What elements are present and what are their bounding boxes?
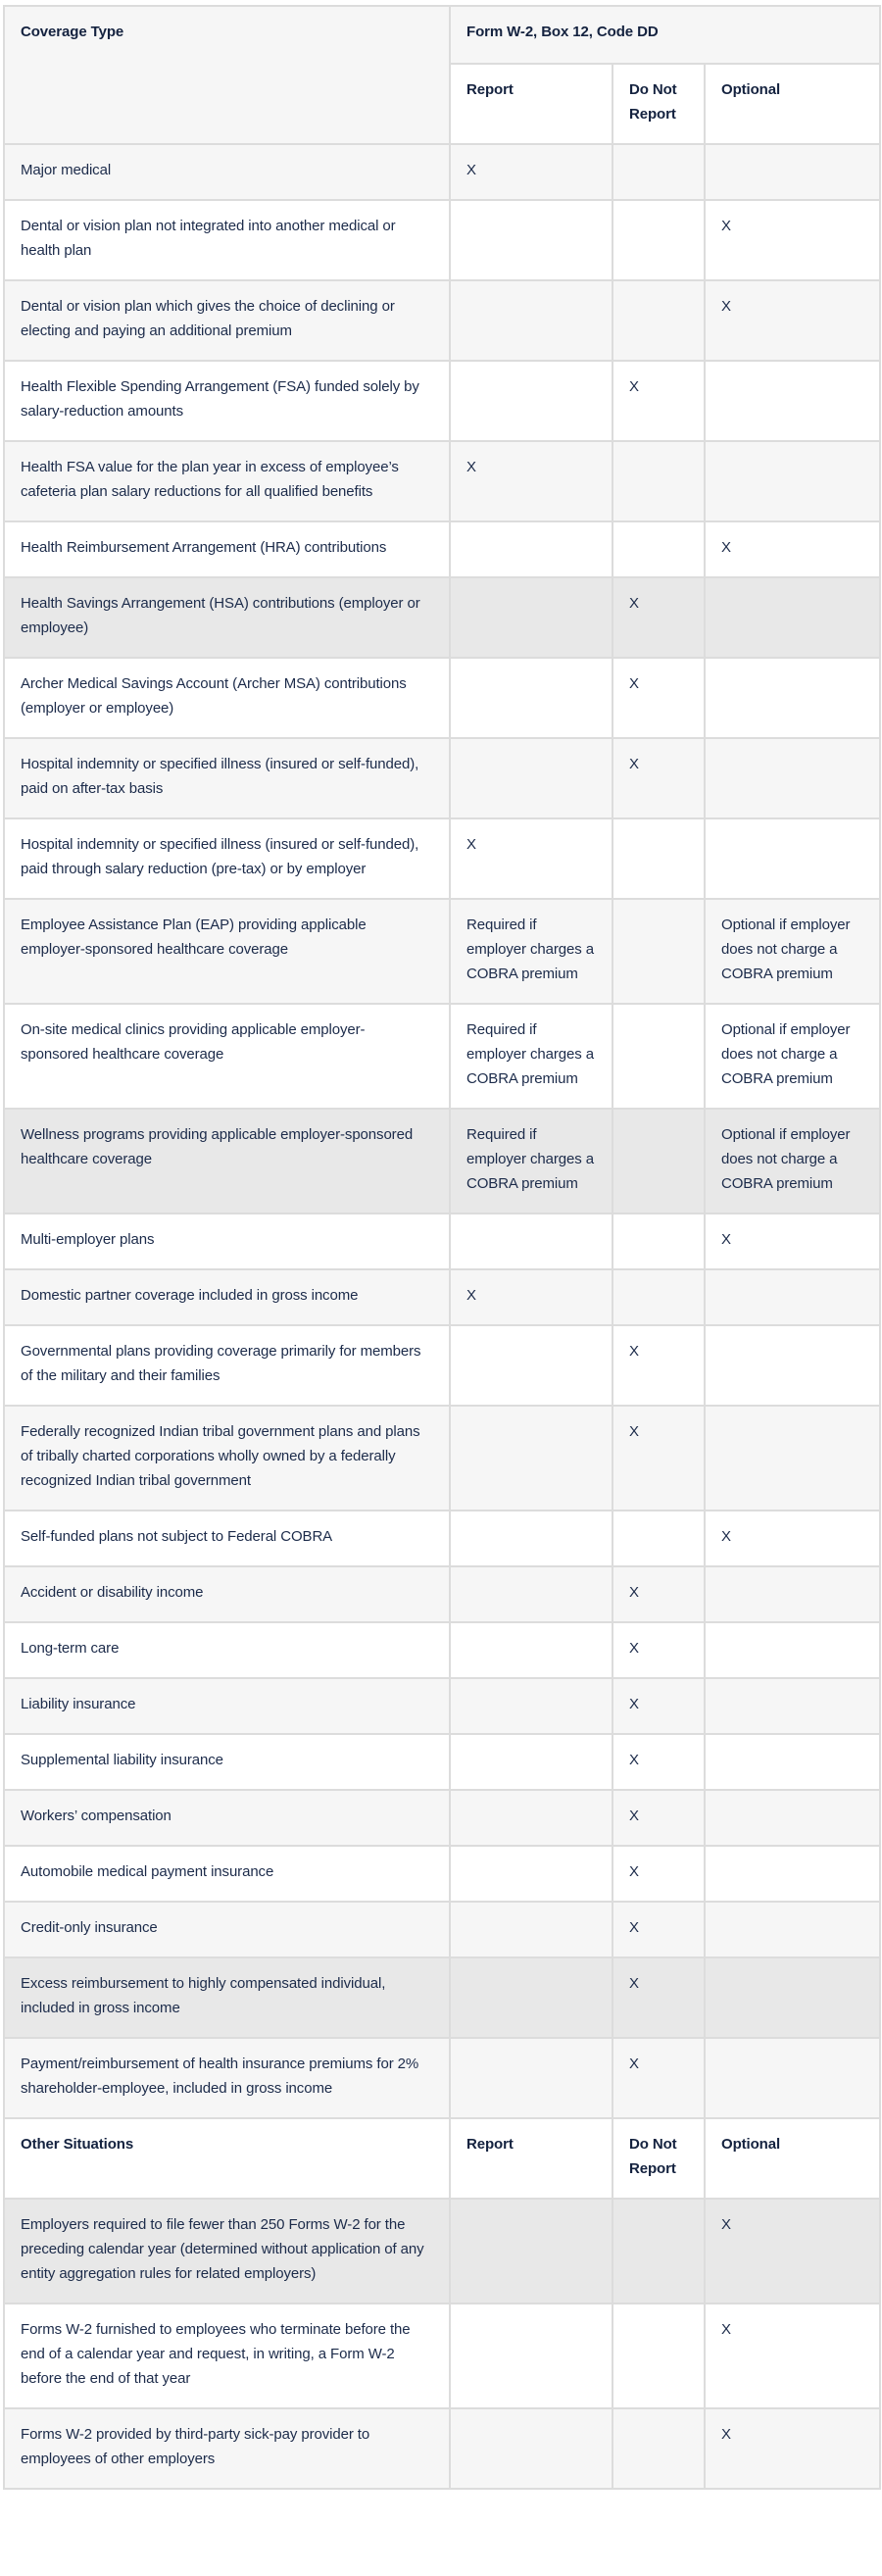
report-cell [450,1214,612,1269]
table-row [4,144,880,200]
optional-cell: Optional if employer does not charge a COBRA premium [705,899,880,1004]
report-cell [450,200,612,280]
other-situations-header-row [4,2118,880,2199]
optional-cell: X [705,521,880,577]
coverage-type-cell: Employers required to file fewer than 250 Forms W-2 for the preceding calendar year (determined without application of any entity aggregation rules for related employers) [4,2199,450,2304]
coverage-type-cell: Governmental plans providing coverage primarily for members of the military and their families [4,1325,450,1406]
coverage-type-cell: Multi-employer plans [4,1214,450,1269]
coverage-type-cell: Accident or disability income [4,1566,450,1622]
optional-cell [705,1566,880,1622]
other-column-header-report: Report [450,2118,612,2199]
optional-cell [705,2038,880,2118]
do-not-report-cell [612,899,705,1004]
table-row [4,1622,880,1678]
table-row [4,200,880,280]
report-cell [450,1734,612,1790]
do-not-report-cell: X [612,1846,705,1902]
coverage-type-cell: Long-term care [4,1622,450,1678]
do-not-report-cell: X [612,1902,705,1957]
table-row [4,1957,880,2038]
report-cell [450,2408,612,2489]
optional-cell: X [705,280,880,361]
coverage-type-cell: Supplemental liability insurance [4,1734,450,1790]
do-not-report-cell: X [612,1957,705,2038]
report-cell [450,1325,612,1406]
report-cell [450,361,612,441]
header-row-group [4,6,880,64]
coverage-type-cell: Archer Medical Savings Account (Archer MSA) contributions (employer or employee) [4,658,450,738]
do-not-report-cell [612,1004,705,1109]
do-not-report-cell [612,441,705,521]
coverage-type-cell: Health Reimbursement Arrangement (HRA) contributions [4,521,450,577]
optional-cell: X [705,2304,880,2408]
table-row [4,1734,880,1790]
table-row [4,1511,880,1566]
report-cell [450,2038,612,2118]
table-row [4,1109,880,1214]
optional-cell: X [705,200,880,280]
coverage-type-cell: Automobile medical payment insurance [4,1846,450,1902]
report-cell [450,1622,612,1678]
do-not-report-cell: X [612,577,705,658]
do-not-report-cell: X [612,1566,705,1622]
do-not-report-cell: X [612,361,705,441]
do-not-report-cell: X [612,658,705,738]
do-not-report-cell: X [612,1734,705,1790]
other-situations-section [4,2118,880,2489]
table-row [4,2038,880,2118]
do-not-report-cell: X [612,2038,705,2118]
coverage-type-cell: Dental or vision plan not integrated into another medical or health plan [4,200,450,280]
do-not-report-cell [612,200,705,280]
other-column-header-optional: Optional [705,2118,880,2199]
optional-cell [705,1902,880,1957]
report-cell [450,577,612,658]
do-not-report-cell [612,144,705,200]
optional-cell [705,1269,880,1325]
column-group-header-w2: Form W-2, Box 12, Code DD [450,6,880,64]
table-row [4,1678,880,1734]
optional-cell [705,361,880,441]
coverage-type-cell: Hospital indemnity or specified illness (insured or self-funded), paid through salary reduction (pre-tax) or by employer [4,818,450,899]
optional-cell [705,1957,880,2038]
report-cell [450,521,612,577]
do-not-report-cell: X [612,1678,705,1734]
coverage-type-cell: Forms W-2 provided by third-party sick-pay provider to employees of other employers [4,2408,450,2489]
report-cell: X [450,144,612,200]
do-not-report-cell: X [612,738,705,818]
coverage-type-cell: Wellness programs providing applicable employer-sponsored healthcare coverage [4,1109,450,1214]
table-row [4,441,880,521]
coverage-type-cell: Dental or vision plan which gives the choice of declining or electing and paying an additional premium [4,280,450,361]
optional-cell [705,1622,880,1678]
report-cell: X [450,1269,612,1325]
report-cell: Required if employer charges a COBRA premium [450,1109,612,1214]
report-cell [450,1406,612,1511]
table-row [4,658,880,738]
report-cell [450,1678,612,1734]
coverage-type-cell: Health Flexible Spending Arrangement (FSA) funded solely by salary-reduction amounts [4,361,450,441]
coverage-rows [4,144,880,2118]
report-cell [450,1790,612,1846]
do-not-report-cell [612,2408,705,2489]
optional-cell [705,144,880,200]
optional-cell [705,1406,880,1511]
do-not-report-cell: X [612,1790,705,1846]
coverage-reporting-table [3,5,881,2490]
table-row [4,899,880,1004]
table-row [4,521,880,577]
coverage-type-cell: Health FSA value for the plan year in excess of employee’s cafeteria plan salary reductions for all qualified benefits [4,441,450,521]
column-header-coverage-type: Coverage Type [4,6,450,144]
table-row [4,577,880,658]
do-not-report-cell [612,2199,705,2304]
optional-cell [705,818,880,899]
optional-cell: X [705,1214,880,1269]
do-not-report-cell [612,280,705,361]
report-cell [450,1511,612,1566]
do-not-report-cell [612,818,705,899]
table-row [4,1214,880,1269]
report-cell [450,1566,612,1622]
report-cell [450,738,612,818]
report-cell [450,2304,612,2408]
coverage-type-cell: Workers’ compensation [4,1790,450,1846]
optional-cell [705,441,880,521]
table-row [4,1406,880,1511]
table-row [4,1566,880,1622]
optional-cell: Optional if employer does not charge a COBRA premium [705,1109,880,1214]
do-not-report-cell [612,1269,705,1325]
table-row [4,1325,880,1406]
do-not-report-cell: X [612,1406,705,1511]
other-column-header-do-not-report: Do Not Report [612,2118,705,2199]
coverage-type-cell: Employee Assistance Plan (EAP) providing applicable employer-sponsored healthcare coverage [4,899,450,1004]
report-cell: Required if employer charges a COBRA premium [450,1004,612,1109]
other-situation-row [4,2304,880,2408]
coverage-type-cell: Domestic partner coverage included in gross income [4,1269,450,1325]
report-cell [450,2199,612,2304]
table-row [4,361,880,441]
coverage-type-cell: Major medical [4,144,450,200]
column-header-do-not-report: Do Not Report [612,64,705,144]
report-cell [450,1957,612,2038]
coverage-type-cell: Self-funded plans not subject to Federal COBRA [4,1511,450,1566]
optional-cell [705,1678,880,1734]
optional-cell [705,658,880,738]
other-situations-title: Other Situations [4,2118,450,2199]
optional-cell [705,1790,880,1846]
column-header-optional: Optional [705,64,880,144]
report-cell [450,280,612,361]
optional-cell: X [705,2199,880,2304]
report-cell [450,1902,612,1957]
report-cell: Required if employer charges a COBRA premium [450,899,612,1004]
report-cell: X [450,818,612,899]
optional-cell [705,1846,880,1902]
optional-cell [705,738,880,818]
column-header-report: Report [450,64,612,144]
coverage-type-cell: Forms W-2 furnished to employees who terminate before the end of a calendar year and request, in writing, a Form W-2 before the end of that year [4,2304,450,2408]
do-not-report-cell [612,1214,705,1269]
optional-cell: X [705,1511,880,1566]
do-not-report-cell: X [612,1622,705,1678]
coverage-type-cell: Liability insurance [4,1678,450,1734]
table-row [4,1269,880,1325]
coverage-type-cell: Federally recognized Indian tribal government plans and plans of tribally charted corporations wholly owned by a federally recognized Indian tribal government [4,1406,450,1511]
do-not-report-cell [612,521,705,577]
other-situation-row [4,2408,880,2489]
table-row [4,1790,880,1846]
coverage-type-cell: On-site medical clinics providing applicable employer-sponsored healthcare coverage [4,1004,450,1109]
do-not-report-cell [612,2304,705,2408]
optional-cell: X [705,2408,880,2489]
table-row [4,818,880,899]
coverage-type-cell: Payment/reimbursement of health insurance premiums for 2% shareholder-employee, included in gross income [4,2038,450,2118]
coverage-type-cell: Excess reimbursement to highly compensated individual, included in gross income [4,1957,450,2038]
table-row [4,1846,880,1902]
other-situation-row [4,2199,880,2304]
do-not-report-cell [612,1511,705,1566]
report-cell [450,1846,612,1902]
table-row [4,280,880,361]
optional-cell: Optional if employer does not charge a COBRA premium [705,1004,880,1109]
optional-cell [705,1734,880,1790]
do-not-report-cell: X [612,1325,705,1406]
do-not-report-cell [612,1109,705,1214]
report-cell [450,658,612,738]
coverage-type-cell: Health Savings Arrangement (HSA) contributions (employer or employee) [4,577,450,658]
coverage-type-cell: Credit-only insurance [4,1902,450,1957]
optional-cell [705,577,880,658]
optional-cell [705,1325,880,1406]
table-row [4,1902,880,1957]
table-row [4,1004,880,1109]
coverage-type-cell: Hospital indemnity or specified illness (insured or self-funded), paid on after-tax basis [4,738,450,818]
table-row [4,738,880,818]
report-cell: X [450,441,612,521]
